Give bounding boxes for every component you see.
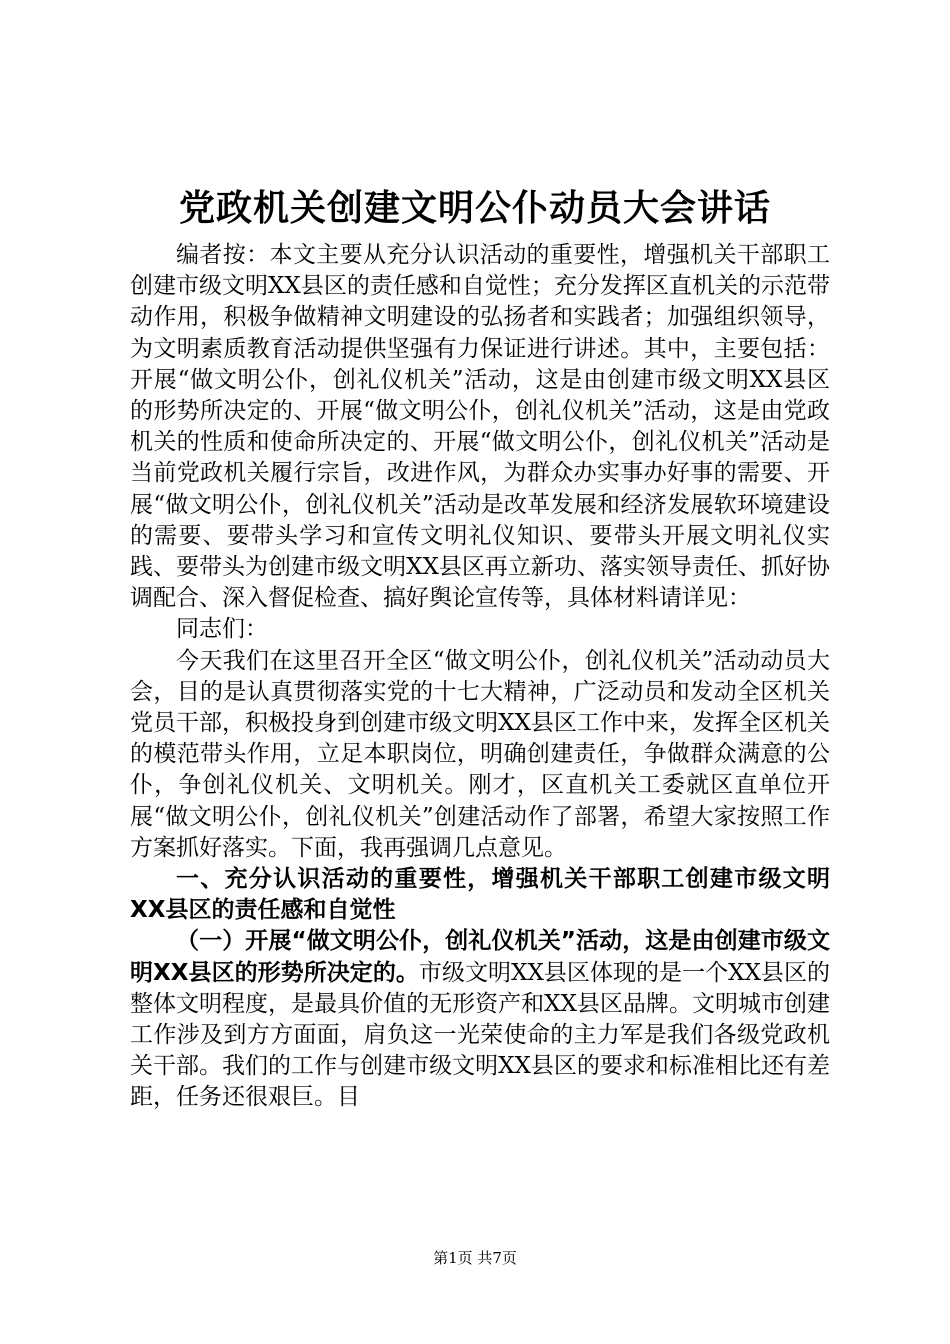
page-footer: 第1页 共7页 [433, 1249, 517, 1267]
subsection-1-heading: （一）开展“做文明公仆，创礼仪机关”活动，这是由创建市级文明XX县区的形势所决定的。 [130, 928, 830, 986]
intro-paragraph: 今天我们在这里召开全区“做文明公仆，创礼仪机关”活动动员大会，目的是认真贯彻落实党的十七大精神，广泛动员和发动全区机关党员干部，积极投身到创建市级文明XX县区工作中来，发挥全区机关的模范带头作用，立足本职岗位，明确创建责任，争做群众满意的公仆，争创礼仪机关、文明机关。刚才，区直机关工委就区直单位开展“做文明公仆，创礼仪机关”创建活动作了部署，希望大家按照工作方案抓好落实。下面，我再强调几点意见。 [130, 647, 830, 861]
greeting-paragraph: 同志们： [176, 616, 268, 643]
document-body [130, 240, 830, 1114]
subsection-1-text: 市级文明XX县区体现的是一个XX县区的整体文明程度，是最具价值的无形资产和XX县区品牌。文明城市创建工作涉及到方方面面，肩负这一光荣使命的主力军是我们各级党政机关干部。我们的工作与创建市级文明XX县区的要求和标准相比还有差距，任务还很艰巨。目 [130, 959, 831, 1111]
subsection-1-paragraph [130, 926, 830, 1113]
editor-note-paragraph: 编者按：本文主要从充分认识活动的重要性，增强机关干部职工创建市级文明XX县区的责任感和自觉性；充分发挥区直机关的示范带动作用，积极争做精神文明建设的弘扬者和实践者；加强组织领导，为文明素质教育活动提供坚强有力保证进行讲述。其中，主要包括：开展“做文明公仆，创礼仪机关”活动，这是由创建市级文明XX县区的形势所决定的、开展“做文明公仆，创礼仪机关”活动，这是由党政机关的性质和使命所决定的、开展“做文明公仆，创礼仪机关”活动是当前党政机关履行宗旨，改进作风，为群众办实事办好事的需要、开展“做文明公仆，创礼仪机关”活动是改革发展和经济发展软环境建设的需要、要带头学习和宣传文明礼仪知识、要带头开展文明礼仪实践、要带头为创建市级文明XX县区再立新功、落实领导责任、抓好协调配合、深入督促检查、搞好舆论宣传等，具体材料请详见： [130, 242, 830, 612]
section-1-heading: 一、充分认识活动的重要性，增强机关干部职工创建市级文明XX县区的责任感和自觉性 [130, 866, 830, 924]
document-title: 党政机关创建文明公仆动员大会讲话 [178, 188, 771, 229]
